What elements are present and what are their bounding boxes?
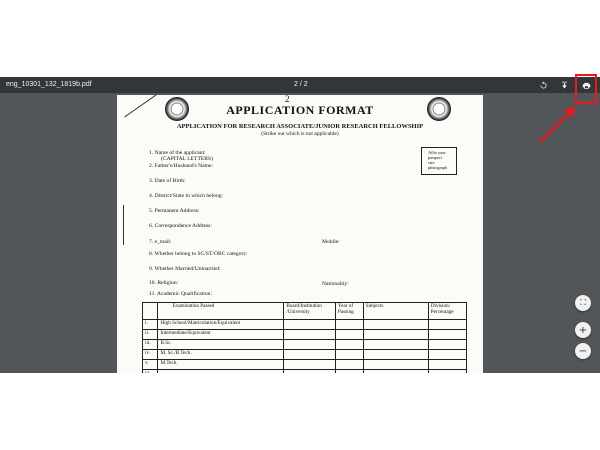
table-cell bbox=[335, 350, 363, 360]
row-index: i. bbox=[143, 320, 158, 330]
table-header bbox=[143, 303, 158, 320]
table-cell bbox=[284, 370, 336, 374]
table-row bbox=[143, 320, 467, 330]
pdf-page bbox=[117, 95, 483, 373]
download-icon bbox=[560, 81, 569, 90]
table-cell bbox=[363, 370, 428, 374]
pdf-viewer bbox=[0, 77, 600, 373]
row-index: iii. bbox=[143, 340, 158, 350]
annotation-arrow-icon bbox=[534, 100, 582, 148]
table-header: Board/Institution /University bbox=[284, 303, 336, 320]
table-cell bbox=[363, 340, 428, 350]
table-cell bbox=[335, 360, 363, 370]
row-index: ii. bbox=[143, 330, 158, 340]
field-name-note: (CAPITAL LETTERS) bbox=[161, 156, 214, 162]
qualification-table bbox=[142, 302, 467, 373]
table-cell bbox=[335, 320, 363, 330]
field-marital-status: 9. Whether Married/Unmarried: bbox=[149, 266, 221, 272]
table-row bbox=[143, 330, 467, 340]
page-indicator[interactable]: 2 / 2 bbox=[294, 81, 308, 88]
photo-text: size bbox=[428, 160, 435, 165]
photo-text: Affix your bbox=[428, 150, 446, 155]
field-email: 7. e_mail: bbox=[149, 239, 172, 245]
rotate-button[interactable] bbox=[537, 79, 549, 91]
download-button[interactable] bbox=[558, 79, 570, 91]
table-cell bbox=[284, 350, 336, 360]
form-note: (Strike out which is not applicable) bbox=[261, 131, 339, 137]
table-header-row bbox=[143, 303, 467, 320]
table-header: Examination Passed bbox=[158, 303, 284, 320]
row-exam: High School/Matriculation/Equivalent bbox=[158, 320, 284, 330]
field-name: 1. Name of the applicant: bbox=[149, 150, 206, 156]
field-nationality: Nationality: bbox=[322, 281, 349, 287]
table-cell bbox=[284, 320, 336, 330]
field-mobile: Mobile: bbox=[322, 239, 340, 245]
field-religion: 10. Religion: bbox=[149, 280, 179, 286]
table-header: Division/ Percentage bbox=[428, 303, 466, 320]
field-correspondence-address: 6. Correspondence Address: bbox=[149, 223, 212, 229]
handwritten-mark: 2 bbox=[285, 95, 290, 104]
zoom-in-button[interactable]: + bbox=[575, 322, 591, 338]
table-header: Year of Passing bbox=[335, 303, 363, 320]
table-cell bbox=[335, 340, 363, 350]
table-cell bbox=[428, 350, 466, 360]
row-exam bbox=[158, 370, 284, 374]
table-cell bbox=[363, 320, 428, 330]
table-cell bbox=[335, 370, 363, 374]
field-academic: 11. Academic Qualification: bbox=[149, 291, 213, 297]
table-cell bbox=[428, 340, 466, 350]
table-cell bbox=[428, 330, 466, 340]
field-permanent-address: 5. Permanent Address: bbox=[149, 208, 200, 214]
field-father-name: 2. Father's/Husband's Name: bbox=[149, 163, 214, 169]
row-exam: M. Sc./B.Tech. bbox=[158, 350, 284, 360]
row-index: iv. bbox=[143, 350, 158, 360]
form-title: APPLICATION FORMAT bbox=[226, 103, 374, 117]
row-index: v. bbox=[143, 360, 158, 370]
pdf-toolbar bbox=[0, 77, 600, 93]
photo-box bbox=[421, 147, 457, 175]
table-header: Subjects bbox=[363, 303, 428, 320]
rotate-icon bbox=[539, 81, 548, 90]
table-cell bbox=[428, 320, 466, 330]
table-row bbox=[143, 360, 467, 370]
field-dob: 3. Date of Birth: bbox=[149, 178, 186, 184]
file-name: eng_10301_132_1819b.pdf bbox=[6, 81, 92, 88]
table-cell bbox=[363, 360, 428, 370]
fit-to-page-button[interactable] bbox=[575, 295, 591, 311]
scan-artifact bbox=[123, 205, 124, 245]
field-district: 4. District/State in which belong: bbox=[149, 193, 224, 199]
zoom-out-button[interactable]: − bbox=[575, 343, 591, 359]
table-cell bbox=[428, 370, 466, 374]
row-exam: B.Sc. bbox=[158, 340, 284, 350]
photo-text: photograph bbox=[428, 165, 448, 170]
table-cell bbox=[363, 350, 428, 360]
row-index: vi. bbox=[143, 370, 158, 374]
photo-text: passport bbox=[428, 155, 442, 160]
table-cell bbox=[428, 360, 466, 370]
table-cell bbox=[335, 330, 363, 340]
fit-to-page-icon: ⛶ bbox=[580, 298, 586, 307]
row-exam: M.Tech. bbox=[158, 360, 284, 370]
row-exam: Intermediate/Equivalent bbox=[158, 330, 284, 340]
table-cell bbox=[284, 330, 336, 340]
table-row bbox=[143, 350, 467, 360]
form-subtitle: APPLICATION FOR RESEARCH ASSOCIATE/JUNIOR RESEARCH FELLOWSHIP bbox=[176, 123, 424, 130]
field-category: 8. Whether belong to SC/ST/OBC category: bbox=[149, 251, 248, 257]
table-cell bbox=[284, 360, 336, 370]
table-row bbox=[143, 370, 467, 374]
table-cell bbox=[284, 340, 336, 350]
table-row bbox=[143, 340, 467, 350]
table-cell bbox=[363, 330, 428, 340]
